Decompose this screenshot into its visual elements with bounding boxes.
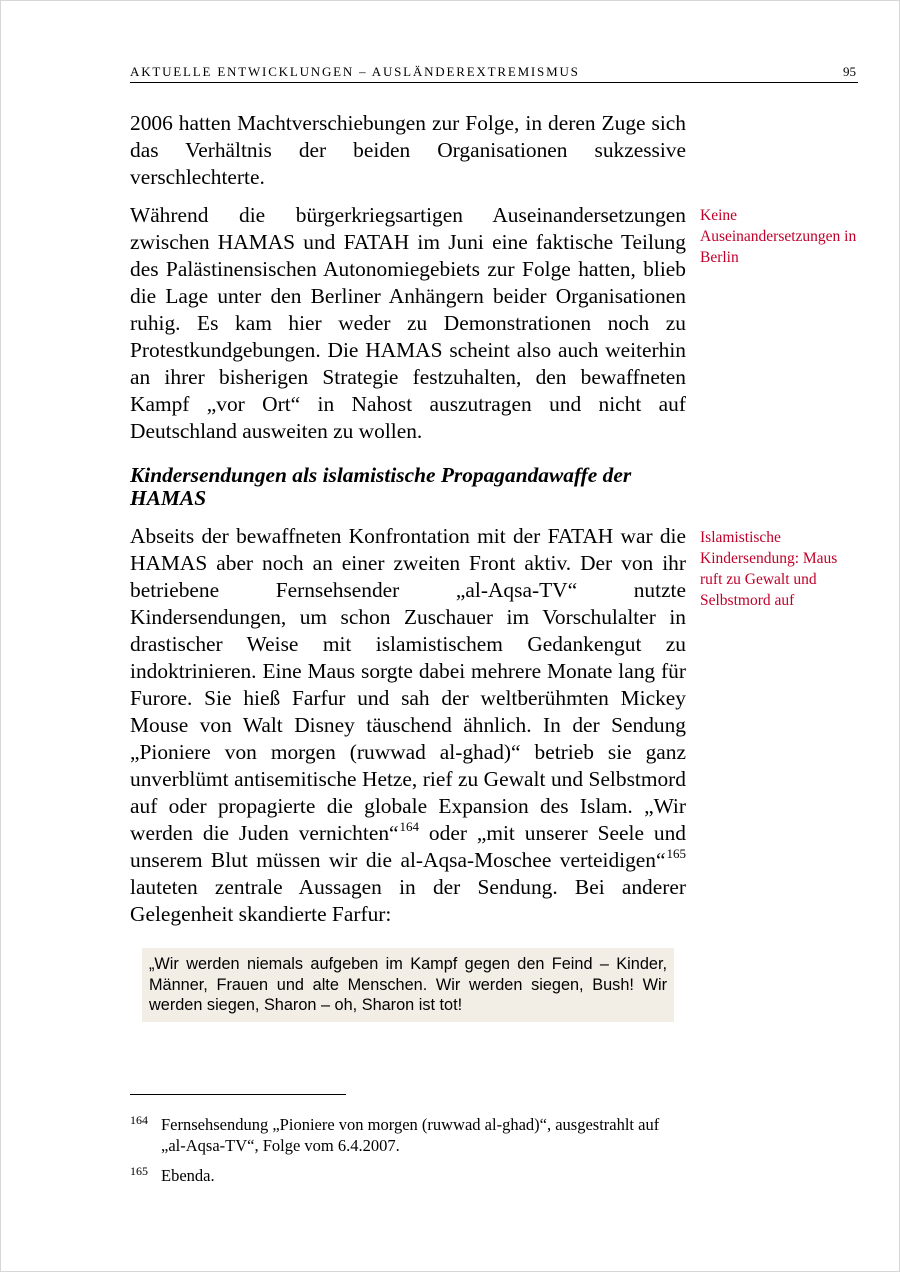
quote-text: „Wir werden niemals aufgeben im Kampf gegen den Feind – Kinder, Männer, Frauen und alte Menschen. Wir werden siegen, Bush! Wir werden siegen, Sharon – oh, Sharon ist tot! <box>149 955 667 1014</box>
footnote <box>130 1114 686 1156</box>
section-heading: Kindersendungen als islamistische Propagandawaffe der HAMAS <box>130 463 632 510</box>
footnote-text: Ebenda. <box>161 1166 215 1185</box>
quote-box <box>142 948 674 1022</box>
paragraph <box>130 523 686 928</box>
footnote-reference[interactable]: 165 <box>666 846 686 861</box>
margin-note: Islamistische Kindersendung: Maus ruft zu Gewalt und Selbstmord auf <box>700 529 838 609</box>
footnote-number: 164 <box>130 1113 148 1127</box>
footnote <box>130 1165 686 1186</box>
footnote-text: Fernsehsendung „Pioniere von morgen (ruwwad al-ghad)“, ausgestrahlt auf „al-Aqsa-TV“, Folge vom 6.4.2007. <box>161 1115 660 1155</box>
footnote-reference[interactable]: 164 <box>399 819 420 834</box>
paragraph-text: lauteten zentrale Aussagen in der Sendung. Bei anderer Gelegenheit skandierte Farfur: <box>130 875 686 926</box>
running-header <box>130 64 858 83</box>
running-title: AKTUELLE ENTWICKLUNGEN – AUSLÄNDEREXTREMISMUS <box>130 64 580 79</box>
footnote-divider <box>130 1094 346 1095</box>
paragraph-text: oder „mit unserer Seele und unserem Blut müssen wir die al-Aqsa-Moschee verteidigen“ <box>130 821 686 872</box>
footnote-number: 165 <box>130 1164 148 1178</box>
paragraph-text: Abseits der bewaffneten Konfrontation mit der FATAH war die HAMAS aber noch an einer zweiten Front aktiv. Der von ihr betriebene Fernsehsender „al-Aqsa-TV“ nutzte Kindersendungen, um schon Zuschauer im Vorschulalter in drastischer Weise mit islamistischem Gedankengut zu indoktrinieren. Eine Maus sorgte dabei mehrere Monate lang für Furore. Sie hieß Farfur und sah der weltberühmten Mickey Mouse von Walt Disney täuschend ähnlich. In der Sendung „Pioniere von morgen (ruwwad al-ghad)“ betrieb sie ganz unverblümt antisemitische Hetze, rief zu Gewalt und Selbstmord auf oder propagierte die globale Expansion des Islam. „Wir werden die Juden vernichten“ <box>130 524 686 845</box>
page-number: 95 <box>843 64 856 79</box>
paragraph: Während die bürgerkriegsartigen Auseinandersetzungen zwischen HAMAS und FATAH im Juni eine faktische Teilung des Palästinensischen Autonomiegebiets zur Folge hatten, blieb die Lage unter den Berliner Anhängern beider Organisationen ruhig. Es kam hier weder zu Demonstrationen noch zu Protestkundgebungen. Die HAMAS scheint also auch weiterhin an ihrer bisherigen Strategie festzuhalten, den bewaffneten Kampf „vor Ort“ in Nahost auszutragen und nicht auf Deutschland ausweiten zu wollen. <box>130 203 686 443</box>
paragraph: 2006 hatten Machtverschiebungen zur Folge, in deren Zuge sich das Verhältnis der beiden Organisationen sukzessive verschlechterte. <box>130 111 686 189</box>
margin-note: Keine Auseinandersetzungen in Berlin <box>700 207 857 266</box>
